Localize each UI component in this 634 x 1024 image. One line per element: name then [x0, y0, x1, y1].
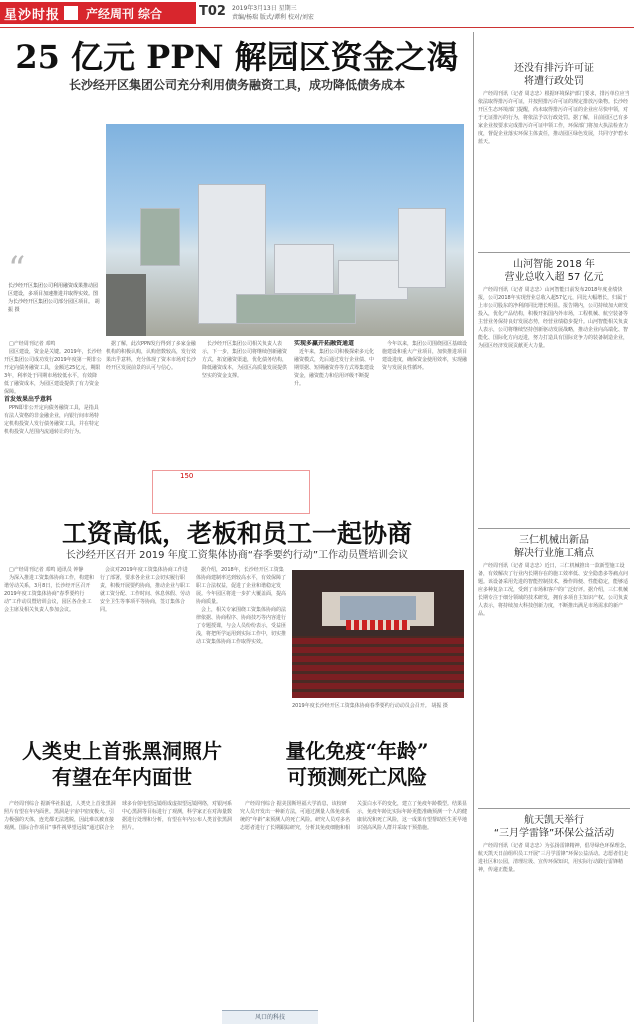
story2-title: 工资高低，老板和员工一起协商 — [61, 519, 412, 548]
section-name-2: 综合 — [138, 6, 163, 21]
side3-title-line2: 解决行业施工痛点 — [514, 548, 594, 559]
side4-body — [478, 842, 630, 1018]
story2-paragraph: 会议对2019年度工资集体协商工作进行了部署，要求各企业工会切实履行职责，积极开展要约协商，推动企业与职工就工资分配、工作时间、休息休假、劳动安全卫生等事项平等协商，签订集体合同。 — [100, 567, 191, 613]
story2-photo-caption: 2019年度长沙经开区工资集体协商春季要约行动动员会召开。 胡振 摄 — [292, 703, 448, 709]
masthead-logo-bar — [0, 2, 196, 24]
editor-credits: 责编/杨瑞 版式/谭利 校对/刘宏 — [232, 14, 314, 21]
story1-subhead: 实现多赢开拓融资通道 — [294, 340, 355, 347]
story1-col5 — [382, 340, 468, 470]
side1-title-line1: 还没有排污许可证 — [514, 63, 594, 74]
page-number: T02 — [199, 4, 226, 19]
side2-title — [478, 258, 630, 284]
story1-paragraph: PPN即非公开定向债务融资工具，是指具有法人资格的非金融企业，向银行间市场特定机构投资人发行债务融资工具，并在特定机构投资人范围内流通转让的行为。 — [4, 405, 100, 435]
side4-title-line2: “三月学雷锋”环保公益活动 — [493, 828, 615, 839]
story2-byline: □产经周刊记者 邓鸣 通讯员 钟静 — [9, 567, 84, 573]
story2-paragraph: 据介绍，2018年，长沙经开区工资集体协商建制率达到较高水平，有效保障了职工合法权益，促进了企业和谐稳定发展。今年园区将进一步扩大覆盖面，提高协商质量。 — [196, 567, 287, 605]
logo-badge-icon — [64, 6, 78, 20]
side-divider — [478, 528, 630, 529]
section-name: 产经周刊 — [86, 6, 135, 21]
side2-paragraph: 产经周刊讯（记者 周志忠）山河智能日前发布2018年度业绩快报，公司2018年实现营业总收入超57亿元，同比大幅增长，归属于上市公司股东的净利润同比增长明显。报告期内，公司持续加大研发投入，优化产品结构，积极开拓国内外市场，工程机械、航空装备等主营业务保持良好发展态势，经营业绩稳步提升。山河智能相关负责人表示，公司将继续坚持创新驱动发展战略，推动企业向高端化、智能化、国际化方向迈进，努力打造具有国际竞争力的装备制造企业，为园区经济发展贡献更大力量。 — [478, 287, 629, 349]
story1-photo — [106, 124, 464, 336]
story1-subtitle: 长沙经开区集团公司充分利用债务融资工具，成功降低债务成本 — [68, 78, 405, 92]
issue-date: 2019年3月13日 星期三 — [232, 5, 297, 12]
photo-seats — [292, 636, 464, 698]
footer-label: 风口的科技 — [222, 1010, 318, 1024]
side3-body — [478, 562, 630, 802]
side2-title-line2: 营业总收入超 57 亿元 — [504, 272, 604, 283]
story1-byline: □产经周刊记者 邓鸣 — [9, 341, 56, 347]
story2-photo — [292, 570, 464, 698]
side1-title — [478, 62, 630, 88]
story4-body — [240, 800, 468, 1006]
photo-building — [140, 208, 180, 266]
story2-col2 — [100, 566, 192, 732]
photo-building — [398, 208, 446, 288]
side-divider — [478, 252, 630, 253]
story1-photo-caption: 长沙经开区集团公司利用融资成果推动园区建设，多项目加速推进并取得实效。图为长沙经开区集团公司部分园区项目。 胡振 摄 — [8, 283, 100, 313]
photo-building — [274, 244, 334, 294]
story3-title — [4, 738, 240, 790]
story1-col4 — [294, 340, 378, 470]
story4-title — [244, 738, 470, 790]
story1-paragraph: 今年以来，集团公司围绕园区基础设施建设和重大产业项目，加快推进项目建设进度，确保资金使用效率，实现融资与发展良性循环。 — [382, 341, 468, 371]
story1-paragraph: 据了解，此次PPN发行得到了多家金融机构的积极认购，认购倍数较高，发行效果出乎意料，充分体现了资本市场对长沙经开区发展前景的认可与信心。 — [106, 341, 197, 371]
story2-paragraph: 会上，相关专家围绕工资集体协商的法律依据、协商程序、协商技巧等内容进行了专题授课，与会人员纷纷表示，受益匪浅，将把所学运用到实际工作中，切实推动工资集体协商工作取得实效。 — [196, 607, 287, 645]
side3-title-line1: 三仁机械出新品 — [519, 535, 589, 546]
annotation-box — [152, 470, 310, 514]
story1-paragraph: 近年来，集团公司积极探索多元化融资模式，先后通过发行企业债、中期票据、短期融资券等方式筹集建设资金，融资能力和信用评级不断提升。 — [294, 349, 375, 387]
story1-col3 — [202, 340, 290, 470]
story3-paragraph: 产经周刊综合 据新华社报道，人类史上首张黑洞照片有望在年内面世。黑洞是宇宙中密度极大、引力极强的天体，连光都无法逃脱，因此难以被直接观测。国际合作项目“事件视界望远镜”通过联合全球多台射电望远镜组成虚拟望远镜网络，对银河系中心黑洞等目标进行了观测，科学家正在对海量数据进行处理和分析，有望在年内公布人类首张黑洞照片。 — [4, 801, 233, 831]
side2-title-line1: 山河智能 2018 年 — [513, 259, 595, 270]
story1-paragraph: 长沙经开区集团公司相关负责人表示，下一步，集团公司将继续创新融资方式，拓宽融资渠道，优化债务结构，降低融资成本，为园区高质量发展提供坚实的资金支撑。 — [202, 341, 288, 379]
story4-title-line1: 量化免疫“年龄” — [285, 739, 429, 763]
story4-title-line2: 可预测死亡风险 — [287, 765, 427, 789]
story2-col1 — [4, 566, 96, 732]
story2-col3 — [196, 566, 288, 732]
date-line — [232, 4, 314, 22]
story1-title: 25 亿元 PPN 解园区资金之渴 — [15, 38, 459, 76]
annotation-number: 150 — [180, 472, 194, 480]
story3-body — [4, 800, 234, 1006]
side1-title-line2: 将遭行政处罚 — [524, 76, 584, 87]
side4-title — [478, 814, 630, 840]
masthead — [0, 0, 634, 30]
header-divider — [0, 27, 634, 28]
side4-paragraph: 产经周刊讯（记者 周志忠）为弘扬雷锋精神，倡导绿色环保理念，航天凯天日前组织员工开展“三月学雷锋”环保公益活动。志愿者们走进社区和公园，清理垃圾、宣传环保知识，用实际行动践行雷锋精神，传递正能量。 — [478, 843, 630, 873]
story3-title-line1: 人类史上首张黑洞照片 — [22, 739, 222, 763]
story3-title-line2: 有望在年内面世 — [52, 765, 192, 789]
side3-paragraph: 产经周刊讯（记者 周志忠）近日，三仁机械推出一款新型施工设备，有效解决了行业内长期存在的施工效率低、安全隐患多等痛点问题。该设备采用先进的智能控制技术，操作简便、性能稳定，能够适应多种复杂工况，受到了市场和客户的广泛好评。据介绍，三仁机械长期专注于细分领域的技术研发，拥有多项自主知识产权。公司负责人表示，将持续加大科技创新力度，不断推出满足市场需求的新产品。 — [478, 563, 629, 617]
side2-body — [478, 286, 630, 524]
story2-paragraph: 为深入推进工资集体协商工作，构建和谐劳动关系，3月8日，长沙经开区召开2019年度工资集体协商“春季要约行动”工作动员暨培训会议，园区各企业工会主席及相关负责人参加会议。 — [4, 575, 95, 613]
side-divider — [478, 808, 630, 809]
story1-paragraph: 园区建设，资金是关键。2019年，长沙经开区集团公司成功发行2019年度第一期非公开定向债务融资工具，金额达25亿元，期限3年，利率处于同期市场较低水平，有效降低了融资成本，为园区建设提供了有力资金保障。 — [4, 349, 102, 395]
column-divider — [473, 32, 474, 1022]
quote-mark-icon: “ — [8, 249, 26, 289]
photo-screen — [340, 596, 416, 620]
photo-building — [236, 294, 356, 324]
photo-road — [106, 274, 146, 336]
photo-flags — [346, 620, 410, 630]
paper-name: 星沙时报 — [4, 7, 61, 23]
side4-title-line1: 航天凯天举行 — [524, 815, 584, 826]
story1-col1 — [4, 340, 102, 512]
story4-paragraph: 产经周刊综合 据美国斯坦福大学消息，该校研究人员开发出一种新方法，可通过测量人体免疫系统的“年龄”来预测人的死亡风险。研究人员对多名志愿者进行了长期跟踪研究，分析其免疫细胞和相关蛋白水平的变化，建立了免疫年龄模型。结果显示，免疫年龄比实际年龄更能准确预测一个人的健康状况和死亡风险，这一成果有望帮助医生更早地识别高风险人群并采取干预措施。 — [240, 801, 468, 831]
side1-paragraph: 产经周刊讯（记者 周志忠）根据环境保护部门要求，排污单位应当依法取得排污许可证，并按照排污许可证的规定排放污染物。长沙经开区生态环境部门提醒，尚未取得排污许可证的企业应尽快申领，对于无证排污的行为，将依法予以行政处罚。据了解，目前园区已有多家企业按要求完成排污许可证申领工作，环保部门将加大执法检查力度，督促企业落实环保主体责任，推动园区绿色发展，共同守护碧水蓝天。 — [478, 91, 630, 145]
side3-title — [478, 534, 630, 560]
story1-subhead: 首发效果出乎意料 — [4, 396, 53, 403]
side1-body — [478, 90, 630, 246]
story2-subtitle: 长沙经开区召开 2019 年度工资集体协商“春季要约行动”工作动员暨培训会议 — [65, 550, 409, 561]
